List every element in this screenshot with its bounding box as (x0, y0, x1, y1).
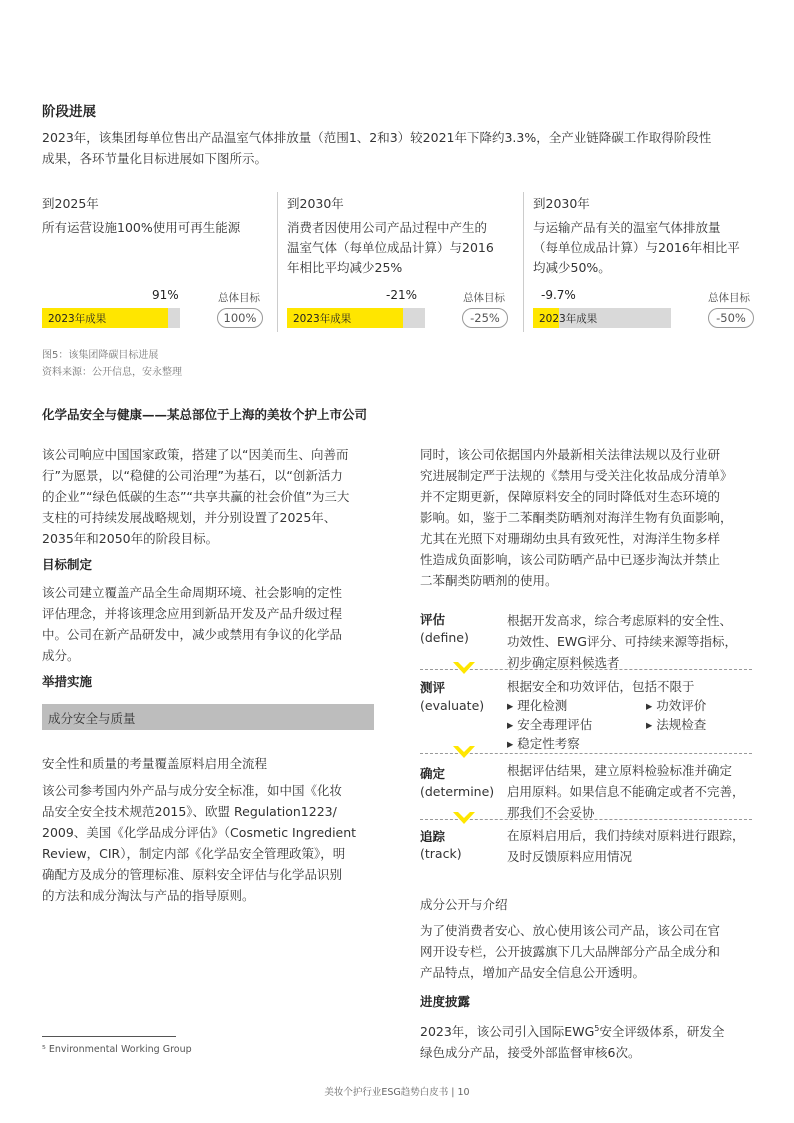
target-2-overall-label: 总体目标 (463, 292, 505, 304)
footnote-rule (42, 1036, 176, 1037)
bullet-item: ▸ 稳定性考察 (507, 736, 580, 751)
disclosure-subheading: 成分公开与介绍 (420, 897, 508, 912)
step-track-sub: (track) (420, 846, 462, 861)
step-text-line: 及时反馈原料应用情况 (507, 849, 633, 864)
step-define-sub: (define) (420, 630, 469, 645)
progress-text (420, 1018, 770, 1063)
right-intro-line: 并不定期更新，保障原料安全的同时降低对生态环境的 (420, 489, 721, 504)
column-divider (523, 192, 524, 332)
left-intro-line: 2035年和2050年的阶段目标。 (42, 531, 219, 546)
column-divider (277, 192, 278, 332)
step-evaluate-text: 根据安全和功效评估，包括不限于 (507, 679, 695, 694)
quality-detail-line: 的方法和成分淘汰与产品的指导原则。 (42, 888, 255, 903)
target-3-achieved: -9.7% (541, 288, 576, 302)
step-track-text (507, 825, 767, 867)
progress-heading: 进度披露 (420, 994, 471, 1009)
target-desc-line: （每单位成品计算）与2016年相比平 (533, 240, 740, 255)
target-2-overall: -25% (462, 308, 508, 328)
bullet-text: 功效评价 (656, 698, 707, 713)
step-text-line: 根据开发高求，综合考虑原料的安全性、 (507, 613, 733, 628)
footnote: ⁵ Environmental Working Group (42, 1044, 192, 1055)
target-1-bar (42, 308, 180, 328)
goal-text-line: 中。公司在新产品研发中，减少或禁用有争议的化学品 (42, 627, 343, 642)
bullet-text: 稳定性考察 (517, 736, 580, 751)
goal-text (42, 582, 382, 666)
target-3-deadline: 到2030年 (533, 196, 590, 211)
quality-detail-line: 确配方及成分的管理标准、原料安全评估与化学品识别 (42, 867, 343, 882)
step-determine-sub: (determine) (420, 784, 495, 799)
target-3-desc (533, 218, 763, 278)
left-intro-line: 的企业”“绿色低碳的生态”“共享共赢的社会价值”为三大 (42, 489, 350, 504)
target-desc-line: 消费者因使用公司产品过程中产生的 (287, 220, 488, 235)
stage-heading: 阶段进展 (42, 104, 96, 120)
goal-heading: 目标制定 (42, 557, 93, 572)
case-title: 化学品安全与健康——某总部位于上海的美妆个护上市公司 (42, 407, 368, 422)
stage-para-line: 成果，各环节量化目标进展如下图所示。 (42, 151, 268, 166)
right-intro (420, 444, 770, 591)
goal-text-line: 该公司建立覆盖产品全生命周期环境、社会影响的定性 (42, 585, 343, 600)
right-intro-line: 同时，该公司依据国内外最新相关法律法规以及行业研 (420, 447, 721, 462)
target-1-bar-label: 2023年成果 (48, 313, 107, 325)
section-band-title: 成分安全与质量 (48, 711, 136, 726)
target-2-bar-label: 2023年成果 (293, 313, 352, 325)
figure-source: 资料来源：公开信息，安永整理 (42, 367, 182, 378)
right-intro-line: 二苯酮类防晒剂的使用。 (420, 573, 558, 588)
right-intro-line: 影响。如，鉴于二苯酮类防晒剂对海洋生物有负面影响， (420, 510, 733, 525)
goal-text-line: 成分。 (42, 648, 80, 663)
step-define-title: 评估 (420, 612, 446, 627)
target-1-overall-label: 总体目标 (218, 292, 260, 304)
bullet-text: 理化检测 (517, 698, 568, 713)
bullet-item: ▸ 理化检测 (507, 698, 568, 713)
page-footer: 美妆个护行业ESG趋势白皮书 | 10 (324, 1087, 470, 1098)
target-2-deadline: 到2030年 (287, 196, 344, 211)
footnote-ref: 5 (594, 1024, 600, 1033)
bullet-item: ▸ 法规检查 (646, 717, 707, 732)
step-text-line: 启用原料。如果信息不能确定或者不完善， (507, 784, 745, 799)
step-determine-text (507, 760, 767, 823)
bullet-text: 安全毒理评估 (517, 717, 593, 732)
target-desc-line: 年相比平均减少25% (287, 260, 403, 275)
progress-text-part: 2023年，该公司引入国际EWG (420, 1024, 595, 1040)
right-intro-line: 性造成负面影响，该公司防晒产品中已逐步淘汰并禁止 (420, 552, 721, 567)
target-1-achieved: 91% (152, 288, 179, 302)
target-2-desc (287, 218, 517, 278)
step-evaluate-title: 测评 (420, 680, 446, 695)
bullet-item: ▸ 安全毒理评估 (507, 717, 593, 732)
goal-text-line: 评估理念，并将该理念应用到新品开发及产品升级过程 (42, 606, 343, 621)
stage-paragraph (42, 127, 762, 169)
step-define-text (507, 610, 767, 673)
chevron-down-icon (453, 746, 475, 760)
target-desc-line: 均减少50%。 (533, 260, 611, 275)
target-desc-line: 与运输产品有关的温室气体排放量 (533, 220, 721, 235)
target-1-desc (42, 218, 262, 238)
left-intro-line: 行”为愿景，以“稳健的公司治理”为基石，以“创新活力 (42, 468, 343, 483)
step-text-line: 那我们不会妥协 (507, 805, 595, 820)
chevron-down-icon (453, 812, 475, 826)
disclosure-line: 网开设专栏，公开披露旗下几大品牌部分产品全成分和 (420, 944, 721, 959)
bullet-item: ▸ 功效评价 (646, 698, 707, 713)
progress-text-part: 安全评级体系，研发全 (599, 1024, 725, 1040)
step-text-line: 功效性、EWG评分、可持续来源等指标， (507, 634, 737, 649)
target-1-deadline: 到2025年 (42, 196, 99, 211)
step-text-line: 根据评估结果，建立原料检验标准并确定 (507, 763, 733, 778)
step-track-title: 追踪 (420, 829, 446, 844)
target-1-overall: 100% (217, 308, 263, 328)
disclosure-line: 为了使消费者安心、放心使用该公司产品，该公司在官 (420, 923, 721, 938)
left-intro (42, 444, 382, 549)
step-evaluate-sub: (evaluate) (420, 698, 485, 713)
progress-line: 绿色成分产品，接受外部监督审核6次。 (420, 1045, 641, 1061)
left-intro-line: 支柱的可持续发展战略规划，并分别设置了2025年、 (42, 510, 337, 525)
figure-caption: 图5：该集团降碳目标进展 (42, 350, 159, 361)
quality-detail (42, 780, 387, 906)
section-band (42, 704, 374, 730)
measures-heading: 举措实施 (42, 674, 93, 689)
disclosure-line: 产品特点，增加产品安全信息公开透明。 (420, 965, 646, 980)
chevron-down-icon (453, 662, 475, 676)
step-determine-title: 确定 (420, 766, 446, 781)
right-intro-line: 尤其在光照下对珊瑚幼虫具有致死性，对海洋生物多样 (420, 531, 721, 546)
quality-detail-line: 2009、美国《化学品成分评估》（Cosmetic Ingredient (42, 825, 357, 840)
target-3-overall: -50% (708, 308, 754, 328)
target-desc-line: 温室气体（每单位成品计算）与2016 (287, 240, 494, 255)
target-2-bar (287, 308, 425, 328)
bullet-text: 法规检查 (656, 717, 707, 732)
left-intro-line: 该公司响应中国国家政策，搭建了以“因美而生、向善而 (42, 447, 349, 462)
quality-subheading: 安全性和质量的考量覆盖原料启用全流程 (42, 756, 268, 771)
target-desc-line: 所有运营设施100%使用可再生能源 (42, 220, 241, 235)
step-text-line: 在原料启用后，我们持续对原料进行跟踪， (507, 828, 745, 843)
quality-detail-line: 该公司参考国内外产品与成分安全标准，如中国《化妆 (42, 783, 343, 798)
right-intro-line: 究进展制定严于法规的《禁用与受关注化妆品成分清单》 (420, 468, 733, 483)
target-3-overall-label: 总体目标 (708, 292, 750, 304)
stage-para-line: 2023年，该集团每单位售出产品温室气体排放量（范围1、2和3）较2021年下降约3.3%，全产业链降碳工作取得阶段性 (42, 130, 712, 145)
target-2-achieved: -21% (386, 288, 418, 302)
target-3-bar-label: 2023年成果 (539, 313, 598, 325)
quality-detail-line: 品安全安全技术规范2015》、欧盟 Regulation1223/ (42, 804, 337, 819)
progress-line (420, 1018, 770, 1042)
target-3-bar (533, 308, 671, 328)
quality-detail-line: Review，CIR），制定内部《化学品安全管理政策》，明 (42, 846, 346, 861)
disclosure-text (420, 920, 770, 983)
step-text-line: 初步确定原料候选者 (507, 655, 620, 670)
